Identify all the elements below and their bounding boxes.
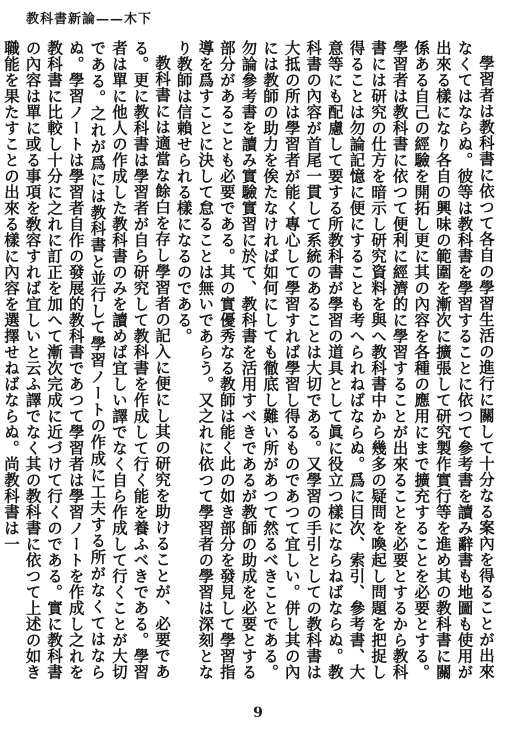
page-number: 9 [253,705,263,721]
running-head: 教科書新論——木下 [26,12,153,27]
paragraph-2: 教科書には適當な餘白を存し學習者の記入に便にし其の研究を助けることが、必要である。更に教科書は學習者が自ら研究して教科書を作成して行く能を養ふべきである。學習者は單に他人の作成した教科書のみを讀めば宜しい譯でなく自ら作成して行くことが大切である。之れが爲には教科書と並行して學習ノートの作成に工夫する所がなくてはならぬ。學習ノートは學習者自作の發展的教科書であつて學習者は學習ノートを作成し之れを教科書に比較し十分に之れに訂正を加へて漸次完成に近づけて行くのである。實に教科書の內容は單に或る事項を敎容すれば宜しいと云ふ譯でなく其の教科書に依つて上述の如き職能を果たすことの出來る樣に內容を選擇せねばならぬ。尚教科書は一 [1,40,172,680]
paragraph-1: 學習者は教科書に依つて各自の學習生活の進行に關して十分なる案內を得ることが出來なくてはならぬ。彼等は教科書を學習することに依つて參考書を讀み辭書も地圖も使用が出來る樣になり各自の興味の範圍を漸次に擴張して研究製作實行等を進め其の教科書に關係ある自己の經驗を開拓し更に其の內容を各種の應用にまで擴充することを必要とする。學習者は教科書に依つて便利に經濟的に學習することが出來ることを必要とするから教科書には研究の仕方を暗示し研究資料を與へ教科書中から幾多の疑問を喚起し問題を把捉し得ることは勿論記憶に便にすることも考へられねばならぬ。爲に目次、索引、參考書、大意等にも配慮して要する所教科書が學習の道具として眞に役立つ樣にならねばならぬ。教科書の內容が首尾一貫して系統のあることは大切である。又學習の手引としての教科書は大抵の所は學習者が能く專心して學習すれば學習し得るものであつて宜しい。併し其の內には教師の助力を俟たなければ如何にしても徹底し難い所があつて然るべきことである。勿論參考書を讀み實驗實習に於て、教科書を活用すべきであるが教師の助成を必要とする部分があることも必要である。其の實優秀なる教師は能く此の如き部分を發見して學習指導を爲すことに決して怠ることは無いであらう。又之れに依つて學習者の學習は深刻となり教師は信賴せられる樣になるのである。 [174,40,495,680]
body-text [1,40,496,680]
